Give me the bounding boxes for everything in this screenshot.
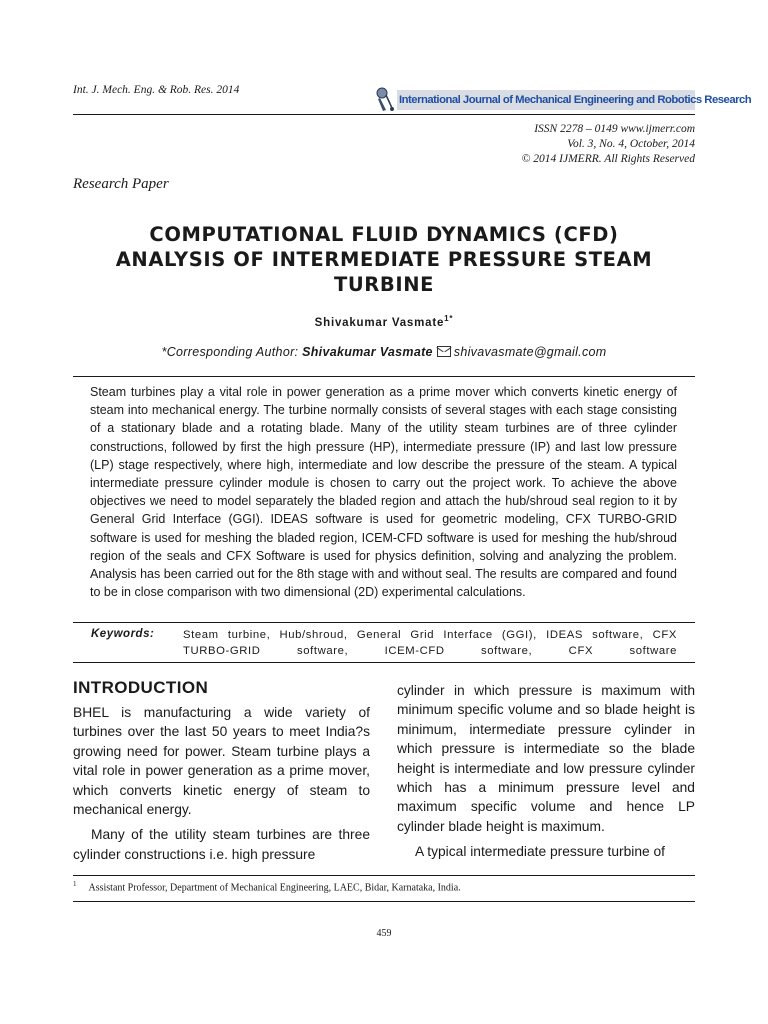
author-name: Shivakumar Vasmate [314,316,445,329]
intro-paragraph-1: BHEL is manufacturing a wide variety of turbines over the last 50 years to meet India?s growing need for power. Steam turbine plays a vital role in power generation as a prime mover, which converts kinetic energy of steam to mechanical energy. [73,705,370,818]
page-number: 459 [376,928,392,939]
footnote [73,880,461,893]
corresponding-author [73,345,695,359]
keywords-text: Steam turbine, Hub/shroud, General Grid Interface (GGI), IDEAS software, CFX TURBO-GRID software, ICEM-CFD software, CFX software [183,629,677,657]
journal-name-banner: International Journal of Mechanical Engineering and Robotics Research [397,90,695,110]
footnote-rule [73,875,695,876]
header-rule [73,114,695,115]
corresponding-email[interactable]: shivavasmate@gmail.com [453,345,607,359]
keywords-bottom-rule [73,662,695,663]
corresponding-name: Shivakumar Vasmate [302,345,433,359]
issn-line: ISSN 2278 – 0149 www.ijmerr.com [534,123,695,135]
footnote-text: Assistant Professor, Department of Mechanical Engineering, LAEC, Bidar, Karnataka, India. [88,882,461,894]
journal-abbreviation: Int. J. Mech. Eng. & Rob. Res. 2014 [73,84,240,96]
footnote-marker: 1 [73,880,77,888]
volume-line: Vol. 3, No. 4, October, 2014 [567,138,695,150]
intro-paragraph-3: cylinder in which pressure is maximum with minimum specific volume and so blade height is minimum, intermediate pressure cylinder in which pressure is intermediate so the blade height is intermediate and low pressure cylinder which has a minimum pressure level and maximum specific volume and hence LP cylinder blade height is maximum. [397,683,695,834]
author-line [73,314,695,329]
abstract-text: Steam turbines play a vital role in power generation as a prime mover which converts kinetic energy of steam into mechanical energy. The turbine normally consists of several stages with each stage consisting of a stationary blade and a rotating blade. Many of the utility steam turbines are of three cylinder constructions, followed by first the high pressure (HP), intermediate pressure (IP) and last low pressure (LP) stage respectively, where high, intermediate and low describe the pressure of the steam. A typical intermediate pressure cylinder module is chosen to carry out the project work. To achieve the above objectives we need to model separately the bladed region and attach the hub/shroud seal region to it by General Grid Interface (GGI). IDEAS software is used for geometric modeling, CFX TURBO-GRID software is used for meshing the bladed region, ICEM-CFD software is used for meshing the hub/shroud region of the seals and CFX Software is used for physics definition, solving and analyzing the problem. Analysis has been carried out for the 8th stage with and without seal. The results are compared and found to be in close comparison with two dimensional (2D) experimental calculations. [90,385,677,600]
corresponding-label: *Corresponding Author: [161,345,299,359]
article-type: Research Paper [73,176,169,192]
title-line-2: ANALYSIS OF INTERMEDIATE PRESSURE STEAM [115,248,653,271]
abstract-bottom-rule [73,622,695,623]
copyright-line: © 2014 IJMERR. All Rights Reserved [521,153,695,165]
title-line-3: TURBINE [333,273,435,296]
intro-paragraph-4: A typical intermediate pressure turbine of [415,844,666,860]
intro-paragraph-2: Many of the utility steam turbines are three cylinder constructions i.e. high pressure [73,827,370,862]
footer-rule [73,901,695,902]
intro-left-column [73,703,370,864]
intro-right-column [397,681,695,862]
title-line-1: COMPUTATIONAL FLUID DYNAMICS (CFD) [149,223,619,246]
paper-title [73,222,695,297]
introduction-heading: INTRODUCTION [73,678,209,697]
keywords-label: Keywords: [91,628,155,640]
abstract-top-rule [73,376,695,377]
author-marker: 1* [444,314,454,323]
journal-logo-icon [372,86,396,114]
envelope-icon [437,346,451,357]
publication-info [522,122,695,167]
